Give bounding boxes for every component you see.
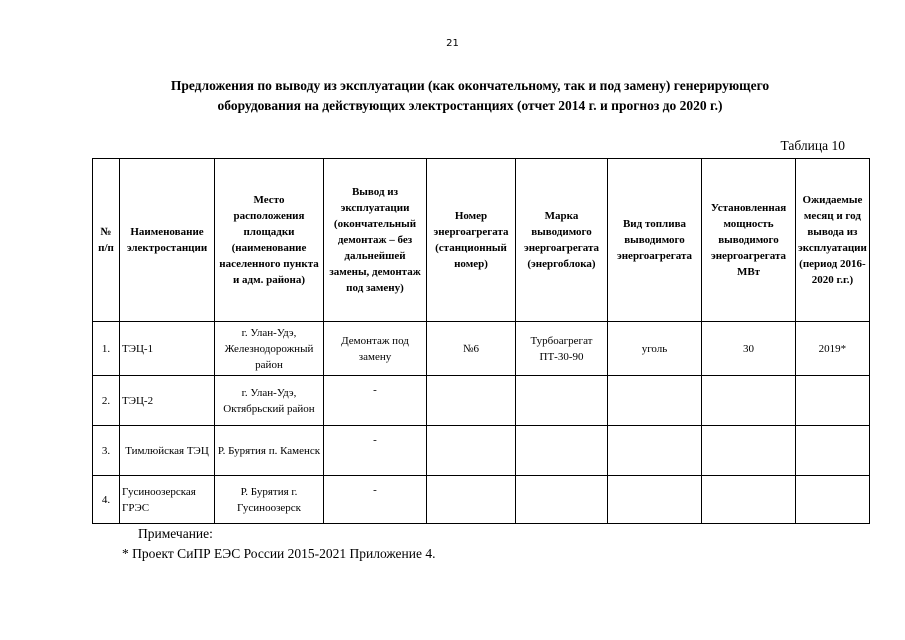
cell-location: Р. Бурятия п. Каменск <box>215 426 324 476</box>
note-text: * Проект СиПР ЕЭС России 2015-2021 Приложение 4. <box>122 546 436 561</box>
document-title <box>120 76 820 116</box>
cell-capacity <box>702 426 796 476</box>
cell-decommission: Демонтаж под замену <box>324 322 427 376</box>
cell-unit-number <box>427 426 516 476</box>
cell-fuel: уголь <box>608 322 702 376</box>
cell-location: Р. Бурятия г. Гусиноозерск <box>215 476 324 524</box>
cell-decommission: - <box>324 426 427 476</box>
cell-unit-number <box>427 476 516 524</box>
table-row <box>93 476 870 524</box>
table-header-row <box>93 159 870 322</box>
cell-decommission: - <box>324 376 427 426</box>
cell-unit-number: №6 <box>427 322 516 376</box>
header-location: Место расположения площадки (наименование населенного пункта и адм. района) <box>215 159 324 322</box>
table-row <box>93 322 870 376</box>
cell-model <box>516 376 608 426</box>
header-unit-number: Номер энергоагрегата (станционный номер) <box>427 159 516 322</box>
cell-location: г. Улан-Удэ, Октябрьский район <box>215 376 324 426</box>
cell-date: 2019* <box>796 322 870 376</box>
title-line-2: оборудования на действующих электростанциях (отчет 2014 г. и прогноз до 2020 г.) <box>217 98 723 113</box>
cell-location: г. Улан-Удэ, Железнодорожный район <box>215 322 324 376</box>
cell-capacity <box>702 376 796 426</box>
cell-plant: Тимлюйская ТЭЦ <box>120 426 215 476</box>
cell-plant: Гусиноозерская ГРЭС <box>120 476 215 524</box>
table-row <box>93 376 870 426</box>
cell-num: 1. <box>93 322 120 376</box>
table-row <box>93 426 870 476</box>
header-decommission: Вывод из эксплуатации (окончательный демонтаж – без дальнейшей замены, демонтаж под замену) <box>324 159 427 322</box>
cell-fuel <box>608 376 702 426</box>
header-num: № п/п <box>93 159 120 322</box>
decommission-table <box>92 158 870 524</box>
page-number: 21 <box>446 38 459 49</box>
cell-capacity <box>702 476 796 524</box>
cell-decommission: - <box>324 476 427 524</box>
header-model: Марка выводимого энергоагрегата (энергоблока) <box>516 159 608 322</box>
cell-num: 2. <box>93 376 120 426</box>
cell-fuel <box>608 426 702 476</box>
note-label: Примечание: <box>138 526 213 541</box>
cell-plant: ТЭЦ-1 <box>120 322 215 376</box>
cell-plant: ТЭЦ-2 <box>120 376 215 426</box>
cell-num: 3. <box>93 426 120 476</box>
cell-model <box>516 476 608 524</box>
cell-date <box>796 376 870 426</box>
cell-fuel <box>608 476 702 524</box>
cell-capacity: 30 <box>702 322 796 376</box>
cell-model <box>516 426 608 476</box>
header-capacity: Установленная мощность выводимого энергоагрегата МВт <box>702 159 796 322</box>
cell-date <box>796 426 870 476</box>
table-caption: Таблица 10 <box>780 138 845 153</box>
cell-date <box>796 476 870 524</box>
header-fuel: Вид топлива выводимого энергоагрегата <box>608 159 702 322</box>
cell-model: Турбоагрегат ПТ-30-90 <box>516 322 608 376</box>
cell-num: 4. <box>93 476 120 524</box>
title-line-1: Предложения по выводу из эксплуатации (как окончательному, так и под замену) генерирующего <box>170 78 770 93</box>
header-plant: Наименование электростанции <box>120 159 215 322</box>
cell-unit-number <box>427 376 516 426</box>
header-date: Ожидаемые месяц и год вывода из эксплуатации (период 2016-2020 г.г.) <box>796 159 870 322</box>
